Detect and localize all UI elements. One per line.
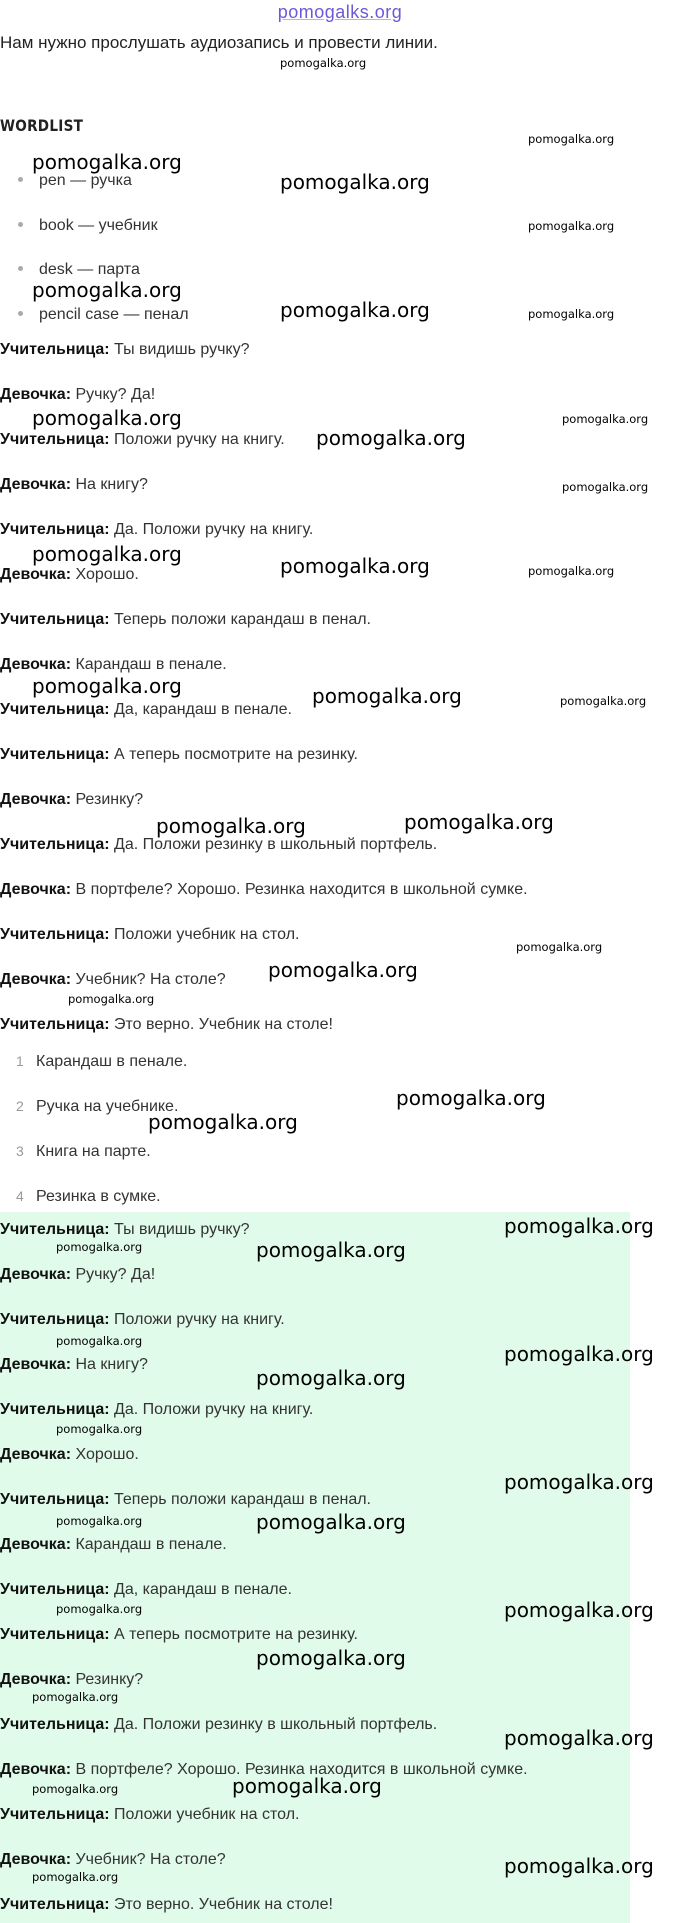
- watermark: pomogalka.org: [56, 1240, 143, 1254]
- watermark: pomogalka.org: [516, 940, 603, 954]
- watermark: pomogalka.org: [32, 1690, 119, 1704]
- watermark: pomogalka.org: [404, 810, 554, 834]
- statement-item: 4 Резинка в сумке.: [16, 1188, 161, 1205]
- bullet-icon: [18, 311, 23, 316]
- watermark: pomogalka.org: [68, 992, 155, 1006]
- answer-line: Учительница: Теперь положи карандаш в пенал.: [0, 1491, 371, 1508]
- watermark: pomogalka.org: [32, 542, 182, 566]
- answer-line: Учительница: А теперь посмотрите на резинку.: [0, 1626, 358, 1643]
- answer-line: Учительница: Да. Положи ручку на книгу.: [0, 1401, 314, 1418]
- wordlist-item: pen — ручка: [18, 171, 132, 191]
- wordlist-title: WORDLIST: [0, 116, 84, 135]
- dialogue-line: Учительница: Ты видишь ручку?: [0, 341, 250, 358]
- watermark: pomogalka.org: [562, 480, 649, 494]
- site-logo[interactable]: pomogalks.org: [277, 2, 403, 22]
- watermark: pomogalka.org: [280, 170, 430, 194]
- answer-line: Девочка: Резинку?: [0, 1671, 144, 1688]
- watermark: pomogalka.org: [528, 564, 615, 578]
- answer-line: Девочка: Ручку? Да!: [0, 1266, 156, 1283]
- dialogue-line: Учительница: Да, карандаш в пенале.: [0, 701, 292, 718]
- watermark: pomogalka.org: [528, 132, 615, 146]
- answer-line: Девочка: Хорошо.: [0, 1446, 139, 1463]
- watermark: pomogalka.org: [32, 1870, 119, 1884]
- dialogue-line: Учительница: А теперь посмотрите на резинку.: [0, 746, 358, 763]
- dialogue-line: Девочка: Учебник? На столе?: [0, 971, 226, 988]
- watermark: pomogalka.org: [256, 1646, 406, 1670]
- watermark: pomogalka.org: [32, 1782, 119, 1796]
- bullet-icon: [18, 177, 23, 182]
- dialogue-line: Учительница: Да. Положи резинку в школьный портфель.: [0, 836, 438, 853]
- answer-line: Девочка: Карандаш в пенале.: [0, 1536, 227, 1553]
- dialogue-line: Учительница: Это верно. Учебник на столе!: [0, 1016, 333, 1033]
- statement-item: 1 Карандаш в пенале.: [16, 1053, 188, 1070]
- dialogue-line: Учительница: Да. Положи ручку на книгу.: [0, 521, 314, 538]
- watermark: pomogalka.org: [256, 1366, 406, 1390]
- watermark: pomogalka.org: [32, 278, 182, 302]
- dialogue-line: Учительница: Положи ручку на книгу.: [0, 431, 285, 448]
- dialogue-line: Учительница: Теперь положи карандаш в пенал.: [0, 611, 371, 628]
- bullet-icon: [18, 222, 23, 227]
- task-instruction: Нам нужно прослушать аудиозапись и провести линии.: [0, 33, 438, 52]
- wordlist-item: pencil case — пенал: [18, 305, 189, 325]
- answer-line: Учительница: Да, карандаш в пенале.: [0, 1581, 292, 1598]
- watermark: pomogalka.org: [280, 554, 430, 578]
- watermark: pomogalka.org: [256, 1510, 406, 1534]
- watermark: pomogalka.org: [32, 150, 182, 174]
- watermark: pomogalka.org: [280, 298, 430, 322]
- watermark: pomogalka.org: [504, 1598, 654, 1622]
- watermark: pomogalka.org: [504, 1342, 654, 1366]
- watermark: pomogalka.org: [56, 1602, 143, 1616]
- dialogue-line: Учительница: Положи учебник на стол.: [0, 926, 300, 943]
- watermark: pomogalka.org: [148, 1110, 298, 1134]
- watermark: pomogalka.org: [268, 958, 418, 982]
- bullet-icon: [18, 266, 23, 271]
- dialogue-line: Девочка: На книгу?: [0, 476, 148, 493]
- answer-line: Учительница: Положи ручку на книгу.: [0, 1311, 285, 1328]
- watermark: pomogalka.org: [56, 1514, 143, 1528]
- watermark: pomogalka.org: [316, 426, 466, 450]
- watermark: pomogalka.org: [560, 694, 647, 708]
- watermark: pomogalka.org: [280, 56, 367, 70]
- watermark: pomogalka.org: [528, 219, 615, 233]
- statement-item: 3 Книга на парте.: [16, 1143, 151, 1160]
- answer-line: Учительница: Да. Положи резинку в школьный портфель.: [0, 1716, 438, 1733]
- watermark: pomogalka.org: [504, 1726, 654, 1750]
- watermark: pomogalka.org: [528, 307, 615, 321]
- watermark: pomogalka.org: [256, 1238, 406, 1262]
- dialogue-line: Девочка: Хорошо.: [0, 566, 139, 583]
- answer-line: Учительница: Ты видишь ручку?: [0, 1221, 250, 1238]
- dialogue-line: Девочка: Ручку? Да!: [0, 386, 156, 403]
- watermark: pomogalka.org: [232, 1774, 382, 1798]
- watermark: pomogalka.org: [312, 684, 462, 708]
- answer-line: Учительница: Это верно. Учебник на столе!: [0, 1896, 333, 1913]
- watermark: pomogalka.org: [562, 412, 649, 426]
- watermark: pomogalka.org: [504, 1854, 654, 1878]
- wordlist-item: book — учебник: [18, 216, 158, 236]
- watermark: pomogalka.org: [56, 1422, 143, 1436]
- dialogue-line: Девочка: В портфеле? Хорошо. Резинка находится в школьной сумке.: [0, 881, 528, 898]
- watermark: pomogalka.org: [396, 1086, 546, 1110]
- watermark: pomogalka.org: [504, 1214, 654, 1238]
- answer-line: Учительница: Положи учебник на стол.: [0, 1806, 300, 1823]
- watermark: pomogalka.org: [56, 1334, 143, 1348]
- watermark: pomogalka.org: [504, 1470, 654, 1494]
- answer-line: Девочка: На книгу?: [0, 1356, 148, 1373]
- watermark: pomogalka.org: [32, 674, 182, 698]
- wordlist-item: desk — парта: [18, 260, 140, 280]
- answer-line: Девочка: Учебник? На столе?: [0, 1851, 226, 1868]
- answer-line: Девочка: В портфеле? Хорошо. Резинка находится в школьной сумке.: [0, 1761, 528, 1778]
- watermark: pomogalka.org: [156, 814, 306, 838]
- dialogue-line: Девочка: Резинку?: [0, 791, 144, 808]
- statement-item: 2 Ручка на учебнике.: [16, 1098, 179, 1115]
- watermark: pomogalka.org: [32, 406, 182, 430]
- dialogue-line: Девочка: Карандаш в пенале.: [0, 656, 227, 673]
